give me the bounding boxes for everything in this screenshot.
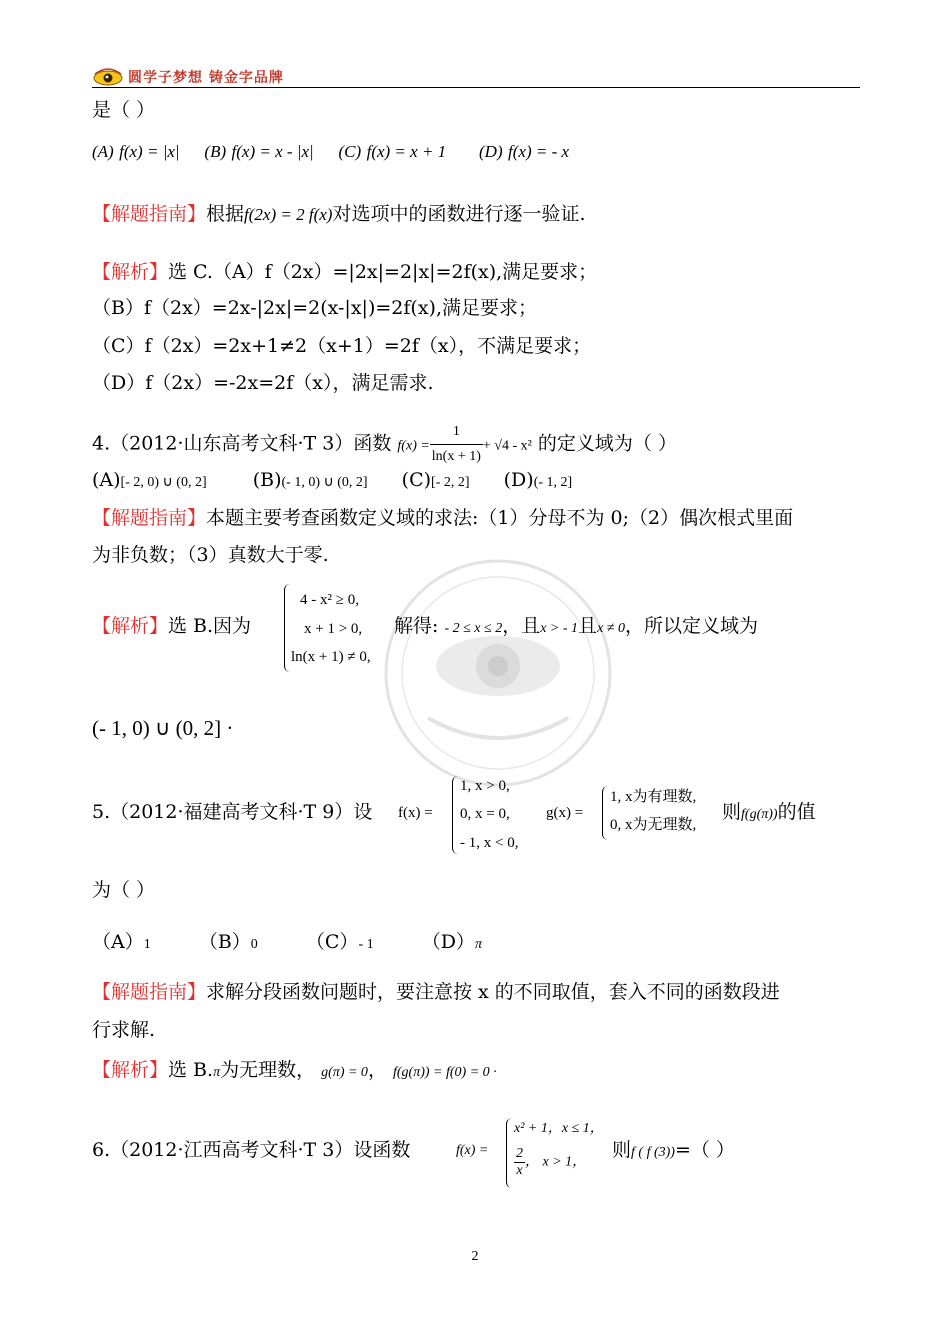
q3-option-c: f(x) = x + 1 — [366, 142, 447, 161]
q5-f-row-1: 1, x > 0, — [460, 778, 510, 794]
q5-solution-comma: ， — [367, 1059, 387, 1081]
q6-stem-mid: 则 — [612, 1139, 632, 1161]
q5-guide-tag: 【解题指南】 — [92, 981, 207, 1003]
watermark-eye-seal-icon — [358, 548, 638, 798]
q5-stem-expr: f(g(π)) — [741, 807, 778, 822]
header-divider — [92, 87, 860, 88]
q5-stem-rest — [722, 800, 816, 827]
q6-piece-2-fraction — [514, 1146, 525, 1179]
q4-option-c-label: (C) — [401, 469, 432, 491]
q4-options — [92, 468, 572, 495]
q4-solution-tag: 【解析】 — [92, 615, 169, 637]
q4-solution-pre-text: 选 B.因为 — [168, 615, 252, 637]
q3-guide-tag: 【解题指南】 — [92, 203, 207, 225]
q5-option-b: 0 — [250, 937, 258, 952]
q4-stem — [92, 420, 677, 469]
q5-option-c: - 1 — [358, 937, 374, 952]
q4-guide-tag: 【解题指南】 — [92, 507, 207, 529]
q5-guide-line-1 — [92, 980, 780, 1004]
q4-solution-expr-1: - 2 ≤ x ≤ 2 — [444, 621, 503, 636]
q3-option-c-label: (C) — [338, 142, 362, 161]
q5-option-d: π — [474, 937, 482, 952]
q5-solution-tag: 【解析】 — [92, 1059, 169, 1081]
q4-guide-line-2: 为非负数；（3）真数大于零. — [92, 544, 329, 566]
q3-option-d: f(x) = - x — [508, 142, 570, 161]
q3-option-b: f(x) = x - |x| — [231, 142, 314, 161]
q4-func-lhs: f(x) = — [397, 438, 430, 454]
q4-guide-line-1 — [92, 506, 793, 530]
q4-solution-rest — [394, 614, 758, 641]
q4-solution-expr-3: x ≠ 0 — [597, 621, 625, 636]
q4-guide-text-1: 本题主要考查函数定义域的求法:（1）分母不为 0;（2）偶次根式里面 — [206, 507, 794, 529]
q4-solution-mid-1: 解得: — [394, 615, 439, 637]
q4-option-a: [- 2, 0) ∪ (0, 2] — [120, 475, 207, 490]
q6-stem-pre: 6.（2012·江西高考文科·T 3）设函数 — [92, 1139, 411, 1161]
q4-option-d: (- 1, 2] — [533, 475, 573, 490]
q4-option-a-label: (A) — [92, 469, 121, 491]
q5-solution-expr-1: g(π) = 0 — [321, 1065, 368, 1080]
q3-solution-line-3: （C）f（2x）=2x+1≠2（x+1）=2f（x），不满足要求； — [92, 335, 592, 357]
q4-option-d-label: (D) — [503, 469, 534, 491]
q3-option-a: f(x) = |x| — [119, 142, 180, 161]
q4-system-row-2: x + 1 > 0, — [304, 621, 363, 637]
q5-guide-text-1: 求解分段函数问题时，要注意按 x 的不同取值，套入不同的函数段进 — [206, 981, 780, 1003]
q3-solution-line-1 — [92, 260, 597, 284]
q3-guide-expr: f(2x) = 2 f(x) — [244, 205, 333, 224]
q5-option-a: 1 — [143, 937, 151, 952]
q5-f-lhs: f(x) = — [398, 805, 433, 821]
q5-solution — [92, 1058, 497, 1085]
q3-option-b-label: (B) — [204, 142, 227, 161]
q6-piece-1: x² + 1，x ≤ 1， — [514, 1121, 604, 1136]
q5-f-row-3: - 1, x < 0, — [460, 835, 519, 851]
q4-system-row-3: ln(x + 1) ≠ 0, — [291, 649, 371, 665]
q5-stem-post: 的值 — [777, 801, 816, 823]
q5-stem-pre: 5.（2012·福建高考文科·T 9）设 — [92, 801, 373, 823]
q4-solution-mid-2: ，且 — [502, 615, 541, 637]
q3-options — [92, 140, 569, 164]
q4-option-b-label: (B) — [252, 469, 282, 491]
q4-solution-post: ，所以定义域为 — [624, 615, 758, 637]
q5-solution-mid: 为无理数， — [220, 1059, 316, 1081]
q4-solution-expr-2: x > - 1 — [540, 621, 579, 636]
q4-stem-post: 的定义域为（ ） — [537, 432, 677, 455]
q6-piece-2 — [514, 1146, 586, 1179]
q3-guide-post: 对选项中的函数进行逐一验证. — [332, 203, 586, 225]
q6-stem-post: =（ ） — [674, 1139, 735, 1161]
q4-solution-mid-3: 且 — [578, 615, 598, 637]
q4-fraction — [430, 420, 483, 469]
q3-solution-text-1: 选 C.（A）f（2x）=|2x|=2|x|=2f(x),满足要求； — [168, 261, 598, 283]
q3-guide-pre: 根据 — [206, 203, 245, 225]
q5-stem-end: 为（ ） — [92, 879, 156, 901]
q5-option-a-label: （A） — [92, 931, 144, 953]
q4-solution-pre — [92, 614, 251, 638]
q3-option-a-label: (A) — [92, 142, 114, 161]
q5-g-row-2: 0, x为无理数, — [610, 817, 697, 833]
q3-option-d-label: (D) — [479, 142, 503, 161]
q5-options — [92, 930, 482, 957]
q4-option-b: (- 1, 0) ∪ (0, 2] — [281, 475, 368, 490]
q5-option-d-label: （D） — [421, 931, 475, 953]
q4-fraction-den: ln(x + 1) — [431, 449, 481, 464]
header-slogan: 圆学子梦想 铸金字品牌 — [128, 70, 284, 86]
page-number: 2 — [471, 1249, 479, 1264]
q4-solution-result: (- 1, 0) ∪ (0, 2] · — [92, 716, 234, 740]
q3-solution-line-2: （B）f（2x）=2x-|2x|=2(x-|x|)=2f(x),满足要求； — [92, 297, 537, 319]
eye-logo-icon — [92, 66, 124, 86]
q5-solution-expr-2: f(g(π)) = f(0) = 0 · — [393, 1065, 497, 1080]
q3-solution-line-4: （D）f（2x）=-2x=2f（x），满足需求. — [92, 372, 434, 394]
q4-option-c: [- 2, 2] — [431, 475, 470, 490]
q5-guide-line-2: 行求解. — [92, 1019, 156, 1041]
page-header — [92, 66, 860, 88]
q6-piece-2-den: x — [516, 1163, 523, 1178]
q5-solution-pi: π — [213, 1065, 221, 1080]
q5-option-b-label: （B） — [198, 931, 251, 953]
q5-solution-pre: 选 B. — [168, 1059, 214, 1081]
q6-piece-2-num: 2 — [516, 1146, 523, 1161]
q3-solution-tag: 【解析】 — [92, 261, 169, 283]
q4-func-rest: + √4 - x² — [482, 438, 532, 454]
q4-system-row-1: 4 - x² ≥ 0, — [300, 592, 359, 608]
q6-stem-expr: f ( f (3)) — [631, 1145, 675, 1160]
q3-guide — [92, 202, 585, 227]
q5-stem-mid: 则 — [722, 801, 742, 823]
q5-option-c-label: （C） — [305, 931, 359, 953]
q6-f-lhs: f(x) = — [456, 1143, 489, 1158]
q6-stem-rest — [612, 1138, 735, 1165]
q5-g-row-1: 1, x为有理数, — [610, 789, 697, 805]
q6-piece-2-rest: ， x > 1， — [525, 1154, 587, 1170]
q5-f-row-2: 0, x = 0, — [460, 806, 510, 822]
q3-stem-end: 是（ ） — [92, 99, 156, 121]
q4-stem-pre: 4.（2012·山东高考文科·T 3）函数 — [92, 432, 392, 455]
q4-fraction-num: 1 — [430, 420, 483, 445]
q5-g-lhs: g(x) = — [546, 805, 584, 821]
